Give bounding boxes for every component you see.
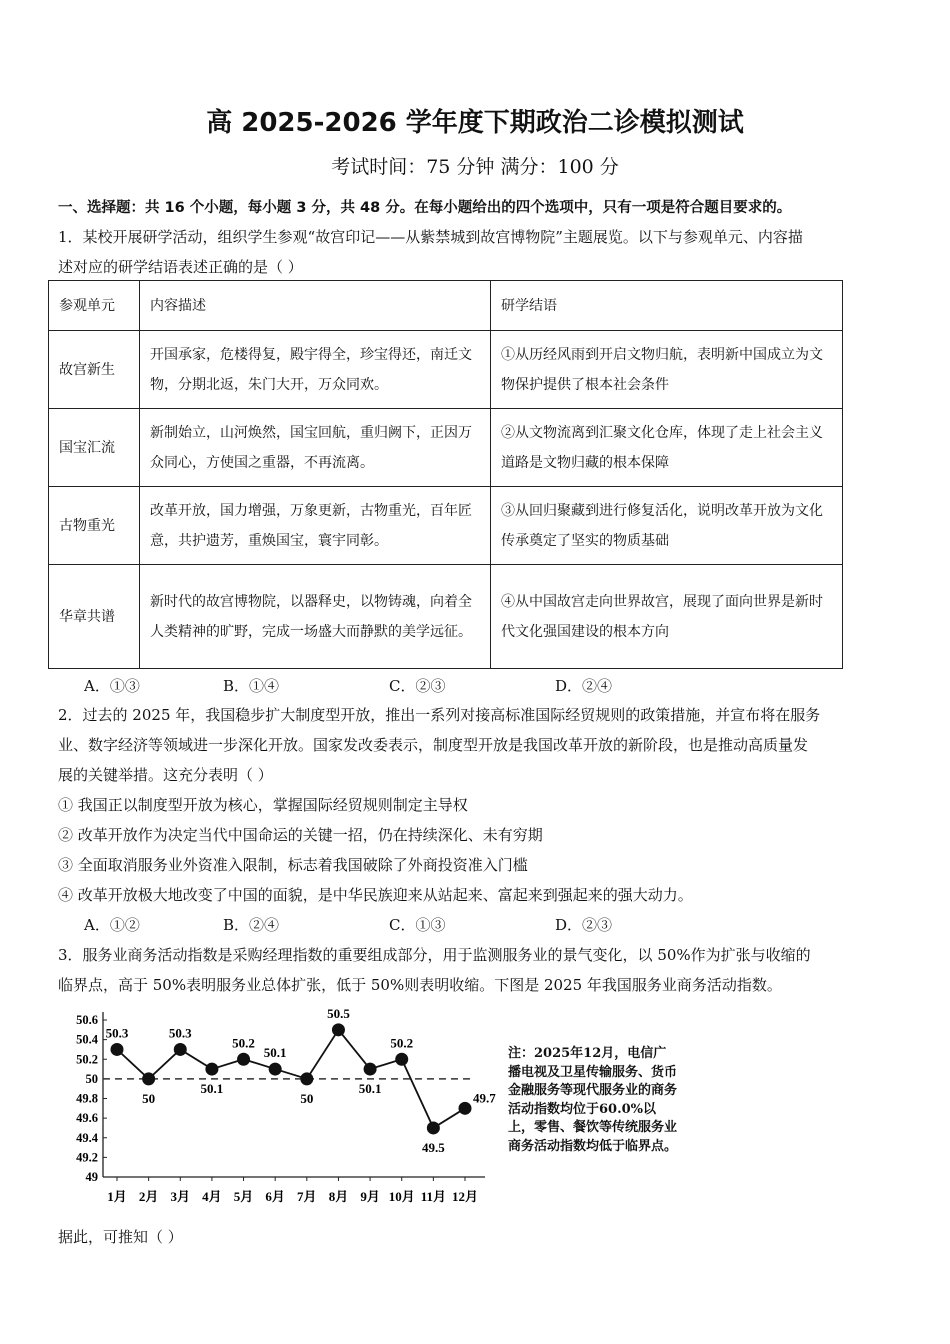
table-header-unit: 参观单元 bbox=[49, 281, 140, 331]
data-label: 49.7 bbox=[473, 1090, 496, 1106]
x-tick-label: 2月 bbox=[138, 1189, 159, 1204]
q2-option-b[interactable]: B．②④ bbox=[223, 916, 280, 934]
data-point bbox=[459, 1102, 472, 1115]
q1-option-c[interactable]: C．②③ bbox=[389, 677, 446, 695]
chart-note: 注：2025年12月，电信广播电视及卫星传输服务、货币金融服务等现代服务业的商务活动指数均位于60.0%以上，零售、餐饮等传统服务业商务活动指数均低于临界点。 bbox=[508, 1046, 678, 1154]
table-row bbox=[49, 487, 843, 565]
data-point bbox=[269, 1063, 282, 1076]
q3-tail: 据此，可推知（ ） bbox=[58, 1228, 183, 1246]
q2-option-d[interactable]: D．②③ bbox=[555, 916, 613, 934]
q2-option-a[interactable]: A．①② bbox=[84, 916, 140, 934]
y-tick-label: 49.8 bbox=[76, 1091, 98, 1106]
q3-stem-line2: 临界点，高于 50%表明服务业总体扩张，低于 50%则表明收缩。下图是 2025 年我国服务业商务活动指数。 bbox=[58, 976, 782, 994]
table-cell-content: 新制始立，山河焕然，国宝回航，重归阙下，正因万众同心，方使国之重器，不再流离。 bbox=[140, 409, 491, 487]
y-tick-label: 49.6 bbox=[76, 1111, 98, 1126]
q1-stem-line2: 述对应的研学结语表述正确的是（ ） bbox=[58, 258, 303, 276]
table-cell-content: 开国承家，危楼得复，殿宇得全，珍宝得还，南迁文物，分期北返，朱门大开，万众同欢。 bbox=[140, 331, 491, 409]
q1-stem-line1: 1．某校开展研学活动，组织学生参观“故宫印记——从紫禁城到故宫博物院”主题展览。以下与参观单元、内容描 bbox=[58, 228, 803, 246]
table-cell-content: 新时代的故宫博物院，以器释史，以物铸魂，向着全人类精神的旷野，完成一场盛大而静默的美学远征。 bbox=[140, 565, 491, 669]
table-cell-conclusion: ③从回归聚藏到进行修复活化，说明改革开放为文化传承奠定了坚实的物质基础 bbox=[491, 487, 843, 565]
data-label: 50.2 bbox=[232, 1035, 255, 1051]
table-cell-conclusion: ①从历经风雨到开启文物归航，表明新中国成立为文物保护提供了根本社会条件 bbox=[491, 331, 843, 409]
exam-info: 考试时间：75 分钟 满分：100 分 bbox=[331, 156, 619, 178]
y-tick-label: 50.6 bbox=[76, 1013, 98, 1027]
q2-item-3: ③ 全面取消服务业外资准入限制，标志着我国破除了外商投资准入门槛 bbox=[58, 856, 528, 874]
table-cell-conclusion: ④从中国故宫走向世界故宫，展现了面向世界是新时代文化强国建设的根本方向 bbox=[491, 565, 843, 669]
data-label: 50.2 bbox=[390, 1035, 414, 1051]
q2-stem-line3: 展的关键举措。这充分表明（ ） bbox=[58, 766, 273, 784]
x-tick-label: 8月 bbox=[328, 1189, 349, 1204]
data-label: 50.1 bbox=[200, 1081, 224, 1097]
data-point bbox=[395, 1053, 408, 1066]
service-index-line-chart bbox=[60, 1005, 500, 1210]
y-tick-label: 50 bbox=[85, 1071, 98, 1086]
x-tick-label: 12月 bbox=[451, 1189, 479, 1204]
data-label: 49.5 bbox=[421, 1139, 445, 1155]
q2-option-c[interactable]: C．①③ bbox=[389, 916, 446, 934]
q1-option-d[interactable]: D．②④ bbox=[555, 677, 613, 695]
q2-item-1: ① 我国正以制度型开放为核心，掌握国际经贸规则制定主导权 bbox=[58, 796, 468, 814]
data-point bbox=[237, 1053, 250, 1066]
x-tick-label: 11月 bbox=[420, 1189, 447, 1204]
q2-item-2: ② 改革开放作为决定当代中国命运的关键一招，仍在持续深化、未有穷期 bbox=[58, 826, 543, 844]
section-heading: 一、选择题：共 16 个小题，每小题 3 分，共 48 分。在每小题给出的四个选项中，只有一项是符合题目要求的。 bbox=[58, 200, 792, 216]
table-cell-unit: 故宫新生 bbox=[49, 331, 140, 409]
table-header-content: 内容描述 bbox=[140, 281, 491, 331]
x-tick-label: 6月 bbox=[265, 1189, 285, 1204]
page-title: 高 2025-2026 学年度下期政治二诊模拟测试 bbox=[206, 108, 744, 138]
q1-option-b[interactable]: B．①④ bbox=[223, 677, 280, 695]
x-tick-label: 5月 bbox=[233, 1189, 254, 1204]
data-point bbox=[364, 1063, 377, 1076]
x-tick-label: 3月 bbox=[170, 1189, 191, 1204]
q2-item-4: ④ 改革开放极大地改变了中国的面貌，是中华民族迎来从站起来、富起来到强起来的强大动力。 bbox=[58, 886, 693, 904]
table-cell-unit: 华章共谱 bbox=[49, 565, 140, 669]
data-point bbox=[427, 1121, 440, 1134]
table-row bbox=[49, 331, 843, 409]
data-point bbox=[142, 1072, 155, 1085]
data-label: 50 bbox=[142, 1090, 156, 1106]
table-header-conclusion: 研学结语 bbox=[491, 281, 843, 331]
y-tick-label: 49 bbox=[85, 1170, 98, 1184]
table-row bbox=[49, 565, 843, 669]
q2-stem-line1: 2．过去的 2025 年，我国稳步扩大制度型开放，推出一系列对接高标准国际经贸规则的政策措施，并宣布将在服务 bbox=[58, 706, 821, 724]
data-point bbox=[332, 1023, 345, 1036]
y-tick-label: 49.4 bbox=[76, 1130, 98, 1145]
y-tick-label: 50.2 bbox=[76, 1052, 98, 1067]
q1-table bbox=[48, 280, 843, 669]
q2-stem-line2: 业、数字经济等领域进一步深化开放。国家发改委表示，制度型开放是我国改革开放的新阶段，也是推动高质量发 bbox=[58, 736, 809, 754]
data-point bbox=[111, 1043, 124, 1056]
table-cell-unit: 国宝汇流 bbox=[49, 409, 140, 487]
table-cell-conclusion: ②从文物流离到汇聚文化仓库，体现了走上社会主义道路是文物归藏的根本保障 bbox=[491, 409, 843, 487]
x-tick-label: 10月 bbox=[388, 1189, 415, 1204]
table-cell-unit: 古物重光 bbox=[49, 487, 140, 565]
x-tick-label: 1月 bbox=[107, 1189, 127, 1204]
y-tick-label: 50.4 bbox=[76, 1032, 98, 1047]
data-point bbox=[174, 1043, 187, 1056]
x-tick-label: 4月 bbox=[202, 1189, 222, 1204]
table-cell-content: 改革开放，国力增强，万象更新，古物重光，百年匠意，共护遗芳，重焕国宝，寰宇同彰。 bbox=[140, 487, 491, 565]
table-row bbox=[49, 409, 843, 487]
data-label: 50 bbox=[300, 1090, 314, 1106]
x-tick-label: 9月 bbox=[360, 1189, 380, 1204]
data-label: 50.5 bbox=[327, 1005, 350, 1021]
data-point bbox=[205, 1063, 218, 1076]
data-label: 50.3 bbox=[105, 1025, 129, 1041]
q3-stem-line1: 3．服务业商务活动指数是采购经理指数的重要组成部分，用于监测服务业的景气变化，以 50%作为扩张与收缩的 bbox=[58, 946, 811, 964]
x-tick-label: 7月 bbox=[297, 1189, 317, 1204]
data-point bbox=[300, 1072, 313, 1085]
data-label: 50.1 bbox=[263, 1045, 287, 1061]
y-tick-label: 49.2 bbox=[76, 1150, 98, 1165]
q1-option-a[interactable]: A．①③ bbox=[84, 677, 140, 695]
data-label: 50.3 bbox=[168, 1025, 192, 1041]
data-label: 50.1 bbox=[358, 1081, 382, 1097]
